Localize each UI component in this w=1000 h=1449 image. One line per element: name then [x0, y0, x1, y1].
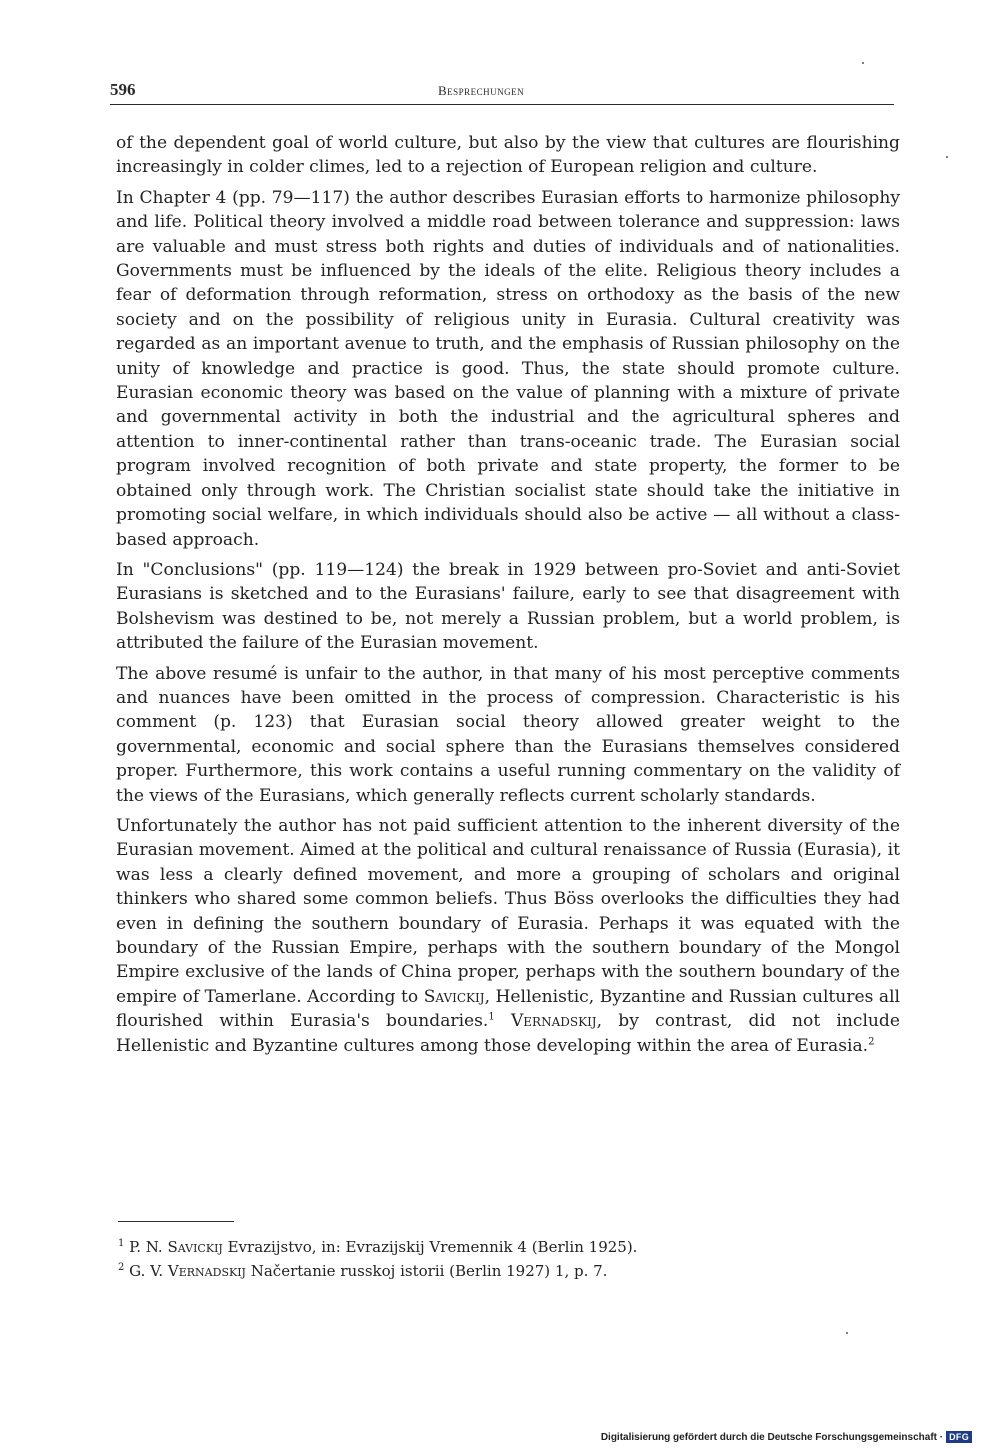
footnotes: [118, 1235, 898, 1283]
dfg-logo-icon: DFG: [946, 1431, 972, 1443]
paragraph: In "Conclusions" (pp. 119—124) the break in 1929 between pro-Soviet and anti-Soviet Eurasians is sketched and to the Eurasians' failure, early to see that disagreement with Bolshevism was destined to be, not merely a Russian problem, but a world problem, is attributed the failure of the Eurasian movement.: [116, 559, 900, 654]
paragraph-final: [116, 814, 900, 1058]
footnote-text: Načertanie russkoj istorii (Berlin 1927) 1, p. 7.: [250, 1262, 608, 1280]
paragraph: The above resumé is unfair to the author, in that many of his most perceptive comments and nuances have been omitted in the process of compression. Characteristic is his comment (p. 123) that Eurasian social theory allowed greater weight to the governmental, economic and social sphere than the Eurasians themselves considered proper. Furthermore, this work contains a useful running commentary on the validity of the views of the Eurasians, which generally reflects current scholarly standards.: [116, 663, 900, 806]
paragraph: of the dependent goal of world culture, but also by the view that cultures are flourishing increasingly in colder climes, led to a rejection of European religion and culture.: [116, 133, 900, 178]
footnote-number: 2: [118, 1262, 125, 1273]
scan-speck: [946, 156, 948, 158]
paragraph-text: , by contrast, did not include Hellenistic and Byzantine cultures among those developing within the area of Eurasia.: [116, 1011, 900, 1056]
footnote-author: Vernadskij: [167, 1262, 246, 1280]
footnote: [118, 1259, 898, 1283]
paragraph-text: , Hellenistic, Byzantine and Russian cultures all flourished within Eurasia's boundaries.: [116, 986, 901, 1032]
credit-text: Digitalisierung gefördert durch die Deutsche Forschungsgemeinschaft ·: [600, 1431, 944, 1443]
footnote: [118, 1235, 898, 1259]
running-head: Besprechungen: [438, 83, 525, 98]
page-header: [110, 78, 894, 105]
author-name: Vernadskij: [510, 1011, 597, 1032]
footnote-ref: 1: [488, 1011, 495, 1023]
footnote-initials: P. N.: [129, 1238, 163, 1256]
body-text: [116, 131, 900, 1064]
paragraph: In Chapter 4 (pp. 79—117) the author describes Eurasian efforts to harmonize philosophy and life. Political theory involved a middle road between tolerance and suppression: laws are valuable and must stress both rights and duties of individuals and of nationalities. Governments must be influenced by the ideals of the elite. Religious theory includes a fear of deformation through reformation, stress on orthodoxy as the basis of the new society and on the possibility of religious unity in Eurasia. Cultural creativity was regarded as an important avenue to truth, and the emphasis of Russian philosophy on the unity of knowledge and practice is good. Thus, the state should promote culture. Eurasian economic theory was based on the value of planning with a mixture of private and governmental activity in both the industrial and the agricultural spheres and attention to inner-continental rather than trans-oceanic trade. The Eurasian social program involved recognition of both private and state property, the former to be obtained only through work. The Christian socialist state should take the initiative in promoting social welfare, in which individuals should also be active — all without a class-based approach.: [116, 187, 900, 550]
author-name: Savickij: [423, 986, 485, 1007]
paragraph-text: Unfortunately the author has not paid sufficient attention to the inherent diversity of the Eurasian movement. Aimed at the political and cultural renaissance of Russia (Eurasia), it was less a clearly defined movement, and more a grouping of scholars and original thinkers who shared some common beliefs. Thus Böss overlooks the difficulties they had even in defining the southern boundary of Eurasia. Perhaps it was equated with the boundary of the Russian Empire, perhaps with the southern boundary of the Mongol Empire exclusive of the lands of China proper, perhaps with the southern boundary of the empire of Tamerlane. According to: [116, 815, 900, 1007]
scan-speck: [846, 1332, 848, 1334]
footnote-text: Evrazijstvo, in: Evrazijskij Vremennik 4 (Berlin 1925).: [227, 1238, 638, 1256]
footnote-number: 1: [118, 1238, 125, 1249]
footnote-author: Savickij: [167, 1238, 223, 1256]
footnote-initials: G. V.: [129, 1262, 164, 1280]
page-number: 596: [110, 80, 136, 99]
digitization-credit: [601, 1431, 972, 1443]
scan-speck: [862, 62, 864, 64]
footnote-ref: 2: [868, 1035, 875, 1047]
footnote-divider: [118, 1221, 234, 1222]
